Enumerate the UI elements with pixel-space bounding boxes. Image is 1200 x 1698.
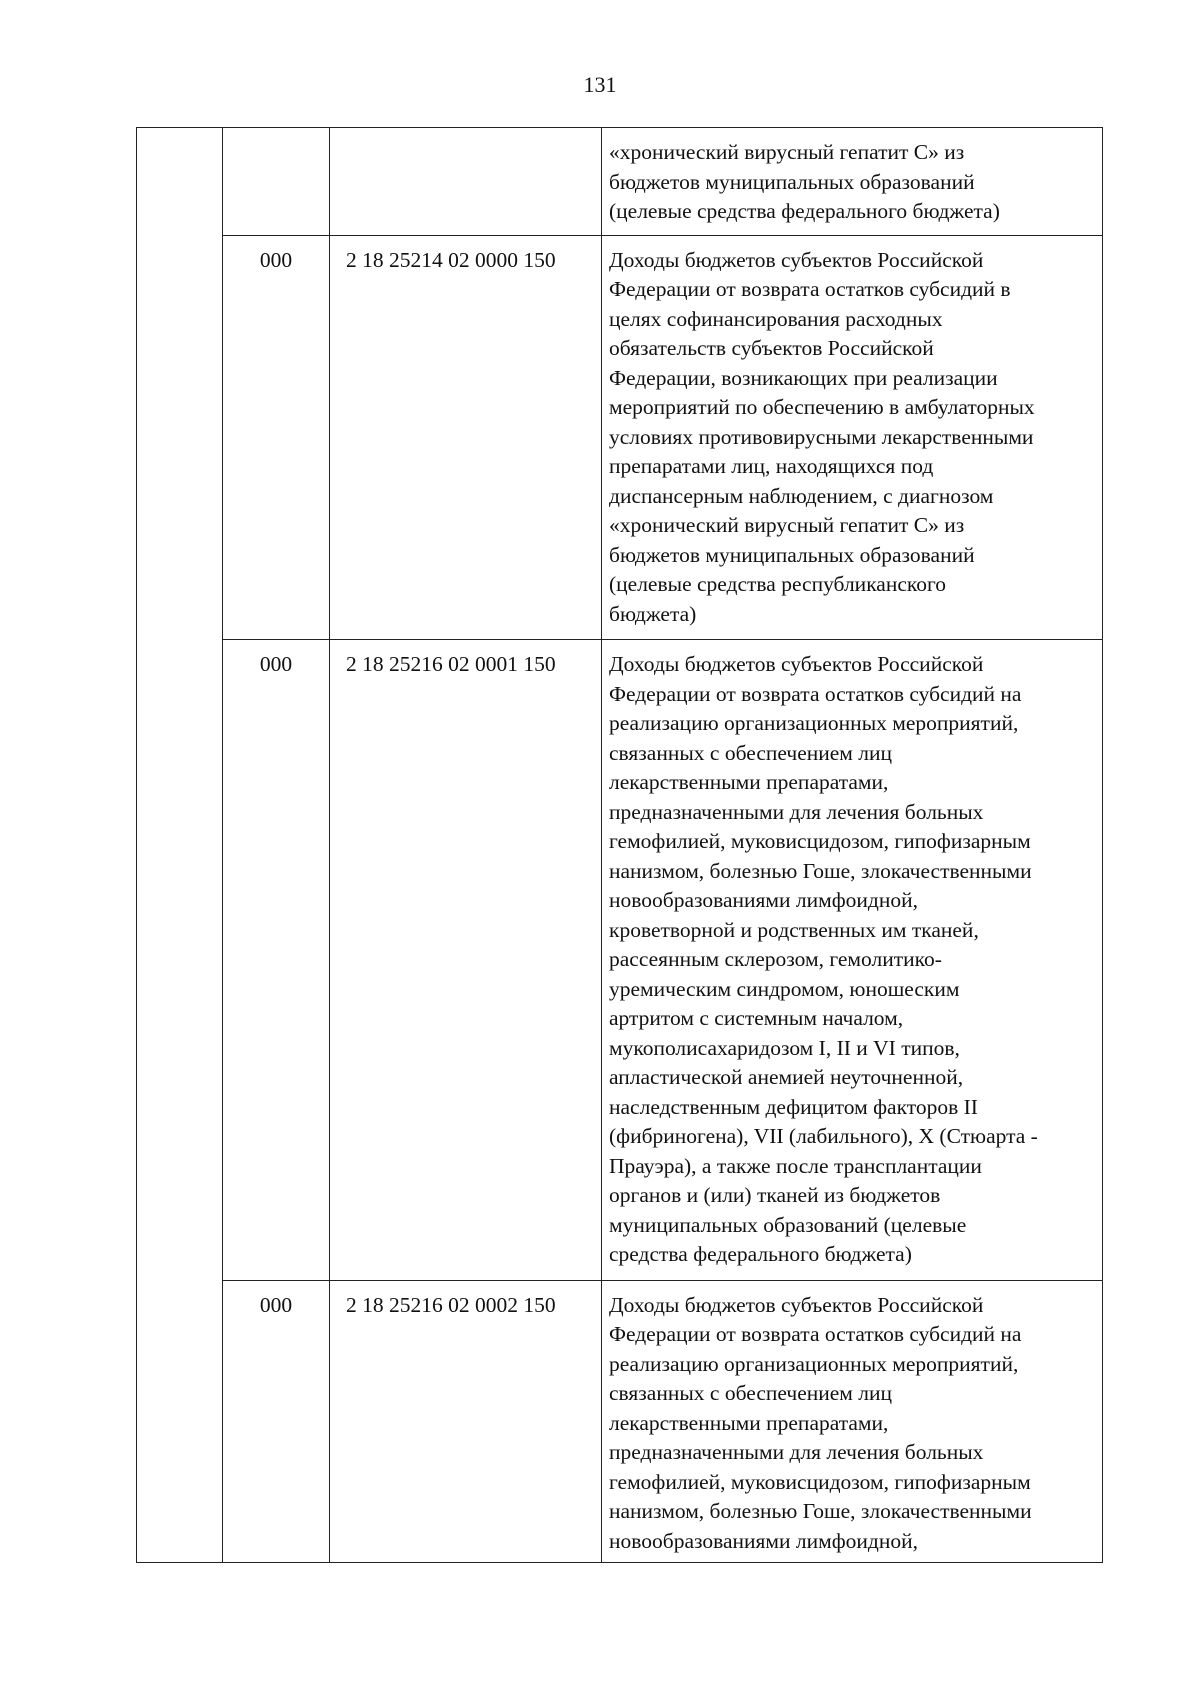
description-cell [602, 235, 1103, 640]
kbk-code-cell [330, 1280, 602, 1563]
table-row [137, 235, 1103, 640]
admin-code [223, 128, 329, 138]
description-cell [602, 128, 1103, 236]
kbk-code [330, 128, 601, 138]
income-description: Доходы бюджетов субъектов Российской Федерации от возврата остатков субсидий на реализацию организационных мероприятий, связанных с обеспечением лиц лекарственными препаратами, предназначенными для лечения больных гемофилией, муковисцидозом, гипофизарным нанизмом, болезнью Гоше, злокачественными новообразованиями лимфоидной, [609, 1292, 1032, 1553]
empty-first-column-cell [137, 128, 223, 1563]
description-cell [602, 1280, 1103, 1563]
table-row [137, 1280, 1103, 1563]
admin-code-cell [223, 128, 330, 236]
page-number: 131 [583, 72, 617, 97]
income-description: Доходы бюджетов субъектов Российской Федерации от возврата остатков субсидий в целях софинансирования расходных обязательств субъектов Российской Федерации, возникающих при реализации мероприятий по обеспечению в амбулаторных условиях противовирусными лекарственными препаратами лиц, находящихся под диспансерным наблюдением, с диагнозом «хронический вирусный гепатит С» из бюджетов муниципальных образований (целевые средства республиканского бюджета) [609, 247, 1035, 626]
admin-code-cell [223, 1280, 330, 1563]
kbk-code: 2 18 25216 02 0001 150 [346, 652, 556, 676]
income-description: «хронический вирусный гепатит С» из бюджетов муниципальных образований (целевые средства федерального бюджета) [609, 140, 1000, 223]
admin-code: 000 [259, 1292, 293, 1317]
kbk-code: 2 18 25216 02 0002 150 [346, 1292, 556, 1317]
kbk-code-cell [330, 235, 602, 640]
table-row [137, 128, 1103, 236]
description-cell [602, 640, 1103, 1281]
table-row [137, 640, 1103, 1281]
admin-code-cell [223, 640, 330, 1281]
kbk-code: 2 18 25214 02 0000 150 [346, 247, 556, 272]
budget-codes-table [136, 127, 1103, 1563]
admin-code: 000 [259, 652, 293, 676]
income-description: Доходы бюджетов субъектов Российской Федерации от возврата остатков субсидий на реализацию организационных мероприятий, связанных с обеспечением лиц лекарственными препаратами, предназначенными для лечения больных гемофилией, муковисцидозом, гипофизарным нанизмом, болезнью Гоше, злокачественными новообразованиями лимфоидной, кроветворной и родственных им тканей, рассеянным склерозом, гемолитико- уремическим синдромом, юношеским артритом с системным началом, мукополисахаридозом I, II и VI типов, апластической анемией неуточненной, наследственным дефицитом факторов II (фибриногена), VII (лабильного), X (Стюарта - Прауэра), а также после трансплантации органов и (или) тканей из бюджетов муниципальных образований (целевые средства федерального бюджета) [609, 652, 1038, 1266]
kbk-code-cell [330, 640, 602, 1281]
kbk-code-cell [330, 128, 602, 236]
admin-code-cell [223, 235, 330, 640]
admin-code: 000 [259, 247, 293, 272]
